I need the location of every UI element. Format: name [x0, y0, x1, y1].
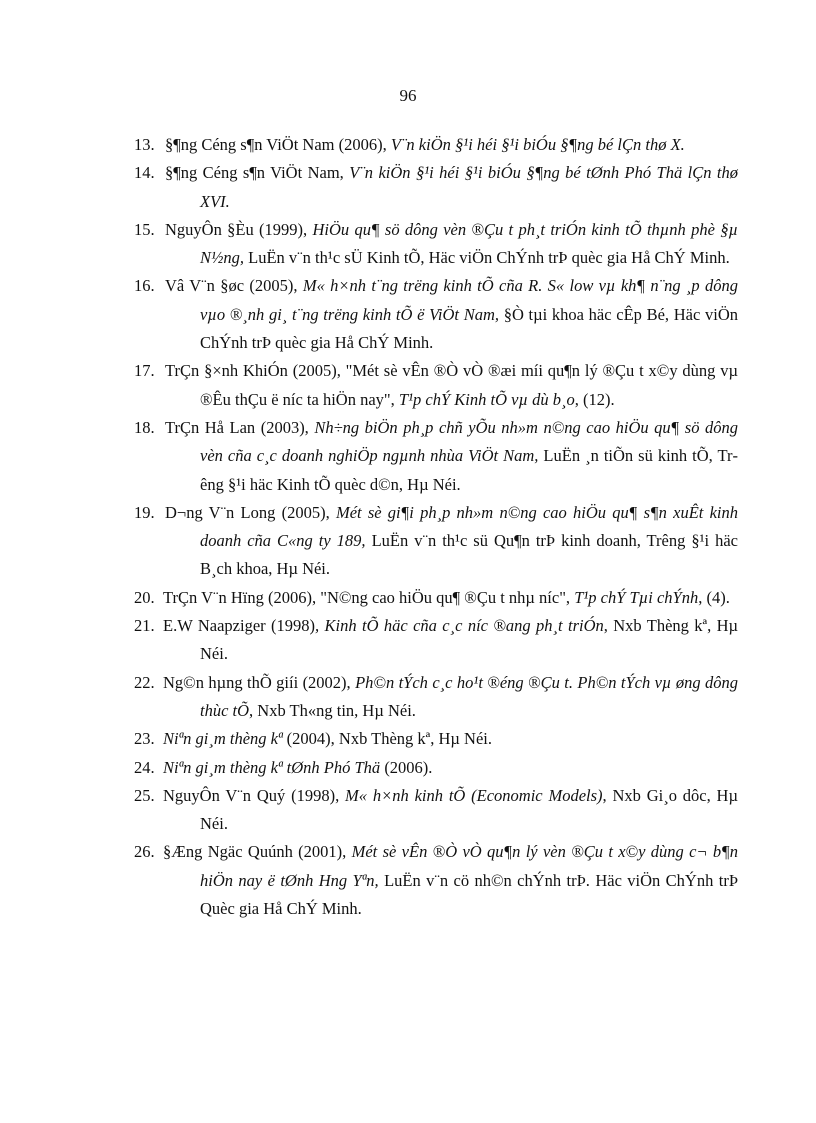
reference-title-segment: Ph©n tÝch c¸c ho¹t ®éng ®Çu t. Ph©n tÝch vµ øng dông thùc tÕ	[200, 672, 738, 720]
reference-number: 13.	[134, 135, 155, 154]
reference-text	[163, 584, 738, 612]
reference-title-segment: T¹p chÝ Kinh tÕ vµ dù b¸o	[398, 389, 575, 409]
reference-title-segment: , Kinh tÕ häc cña c¸c níc ®ang ph¸t triÓn	[315, 616, 604, 636]
reference-segment: LuËn v¨n th¹c sü Qu¶n trÞ kinh doanh, Trêng §¹i häc B¸ch khoa, Hµ Néi.	[200, 531, 738, 579]
reference-segment: LuËn v¨n cö nh©n chÝnh trÞ. Häc viÖn ChÝnh trÞ Quèc gia Hå ChÝ Minh.	[200, 870, 739, 919]
reference-number: 25.	[134, 785, 155, 805]
page-number: 96	[399, 86, 417, 105]
reference-number: 17.	[134, 361, 155, 381]
reference-item	[0, 499, 816, 584]
reference-text	[165, 272, 738, 357]
reference-title-segment: M« h×nh t¨ng trëng kinh tÕ cña R. S« low vµ kh¶ n¨ng ¸p dông vµo ®¸nh gi¸ t¨ng trëng kinh tÕ ë ViÖt Nam,	[200, 276, 738, 324]
reference-text	[163, 838, 739, 923]
reference-text	[165, 414, 738, 499]
reference-item	[0, 838, 816, 923]
reference-number: 16.	[134, 276, 155, 296]
reference-title-segment: HiÖu qu¶ sö dông vèn ®Çu t ph¸t triÓn kinh tÕ thµnh phè §µ N½ng,	[200, 219, 738, 268]
reference-title-segment: V¨n kiÖn §¹i héi §¹i biÓu §¶ng bé lÇn thø X.	[390, 135, 685, 154]
reference-text	[165, 357, 738, 414]
reference-item	[0, 584, 816, 612]
reference-number: 21.	[134, 616, 155, 636]
reference-number: 23.	[134, 729, 155, 749]
reference-text	[165, 216, 738, 273]
reference-segment: §¶ng Céng s¶n ViÖt Nam (2006),	[165, 135, 391, 154]
reference-item	[0, 669, 816, 726]
reference-segment: LuËn v¨n th¹c sÜ Kinh tÕ, Häc viÖn ChÝnh trÞ quèc gia Hå ChÝ Minh.	[248, 248, 730, 268]
reference-list	[0, 131, 816, 923]
reference-title-segment: Niªn gi¸m thèng kª	[163, 729, 287, 749]
reference-segment: , (4).	[698, 587, 730, 607]
reference-segment: , Nxb Th«ng tin, Hµ Néi.	[249, 700, 416, 720]
reference-number: 19.	[134, 502, 155, 522]
reference-segment: , (12).	[574, 389, 615, 409]
reference-title-segment: Niªn gi¸m thèng kª tØnh Phó Thä	[163, 757, 385, 777]
reference-number: 22.	[134, 672, 155, 692]
reference-item	[0, 272, 816, 357]
reference-segment: TrÇn Hå Lan (2003),	[165, 417, 315, 437]
reference-text	[165, 499, 738, 584]
reference-segment: TrÇn §×nh KhiÓn (2005), "Mét sè vÊn ®Ò vÒ ®æi míi qu¶n lý ®Çu t x©y dùng vµ ®Êu thÇu ë níc ta hiÖn nay",	[165, 361, 738, 409]
reference-text	[165, 131, 738, 159]
reference-title-segment: Nh÷ng biÖn ph¸p chñ yÕu nh»m n©ng cao hiÖu qu¶ sö dông vèn cña c¸c doanh nghiÖp ngµnh nhùa ViÖt Nam,	[200, 417, 738, 466]
reference-text	[163, 612, 738, 669]
reference-segment: , Nxb Thèng kª, Hµ Néi.	[200, 616, 738, 664]
reference-item	[0, 754, 816, 782]
reference-text	[165, 159, 738, 216]
reference-segment: §Æng Ngäc Quúnh (2001),	[163, 842, 352, 862]
reference-segment: NguyÔn V¨n Quý (1998),	[163, 785, 346, 805]
reference-segment: D¬ng V¨n Long (2005),	[165, 502, 336, 522]
reference-segment: NguyÔn §Èu (1999),	[165, 219, 313, 239]
reference-item	[0, 159, 816, 216]
reference-segment: E.W Naapziger (1998)	[163, 616, 316, 636]
reference-title-segment: Mét sè vÊn ®Ò vÒ qu¶n lý vèn ®Çu t x©y dùng c¬ b¶n hiÖn nay ë tØnh Hng Yªn,	[200, 842, 739, 890]
reference-number: 15.	[134, 219, 155, 239]
reference-number: 24.	[134, 757, 155, 777]
reference-segment: , Nxb Gi¸o dôc, Hµ Néi.	[200, 785, 738, 834]
reference-segment: §¶ng Céng s¶n ViÖt Nam,	[165, 163, 350, 183]
reference-title-segment: V¨n kiÖn §¹i héi §¹i biÓu §¶ng bé tØnh Phó Thä lÇn thø XVI.	[200, 163, 738, 211]
reference-title-segment: Mét sè gi¶i ph¸p nh»m n©ng cao hiÖu qu¶ s¶n xuÊt kinh doanh cña C«ng ty 189,	[200, 502, 738, 551]
reference-item	[0, 414, 816, 499]
reference-segment: §Ò tµi khoa häc cÊp Bé, Häc viÖn ChÝnh trÞ quèc gia Hå ChÝ Minh.	[200, 304, 738, 353]
reference-number: 18.	[134, 417, 155, 437]
reference-segment: LuËn ¸n tiÕn sü kinh tÕ, Trêng §¹i häc Kinh tÕ quèc d©n, Hµ Néi.	[200, 446, 738, 494]
reference-segment: Vâ V¨n §øc (2005),	[165, 276, 303, 296]
reference-segment: (2004), Nxb Thèng kª, Hµ Néi.	[286, 729, 492, 749]
reference-text	[163, 725, 738, 753]
reference-number: 20.	[134, 587, 155, 607]
reference-item	[0, 725, 816, 753]
reference-segment: (2006).	[384, 757, 433, 777]
reference-item	[0, 612, 816, 669]
reference-text	[163, 782, 738, 839]
reference-number: 14.	[134, 163, 155, 183]
reference-item	[0, 357, 816, 414]
reference-segment: Ng©n hµng thÕ giíi (2002),	[163, 672, 356, 692]
reference-item	[0, 216, 816, 273]
reference-title-segment: M« h×nh kinh tÕ (Economic Models)	[345, 785, 603, 805]
reference-text	[163, 669, 738, 726]
reference-number: 26.	[134, 842, 155, 862]
reference-title-segment: T¹p chÝ Tµi chÝnh	[574, 587, 699, 607]
reference-item	[0, 131, 816, 159]
reference-segment: TrÇn V¨n Hïng (2006), "N©ng cao hiÖu qu¶ ®Çu t nhµ níc",	[163, 587, 575, 607]
reference-text	[163, 754, 738, 782]
reference-item	[0, 782, 816, 839]
